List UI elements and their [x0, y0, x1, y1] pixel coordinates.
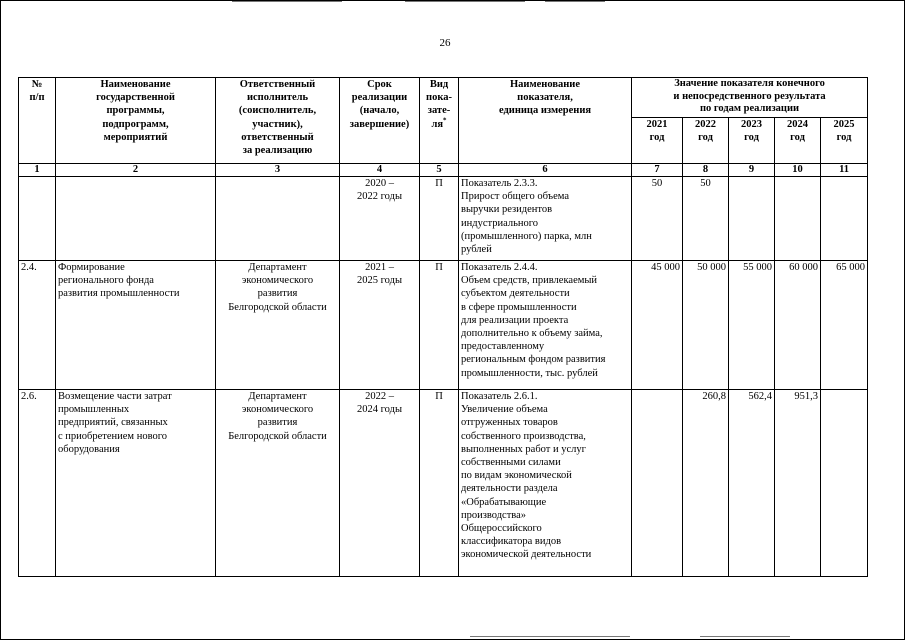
header-term-text: Срок реализации (начало, завершение) — [349, 79, 410, 130]
column-number: 11 — [821, 164, 868, 177]
implementation-term: 2021 – 2025 годы — [340, 261, 420, 390]
scan-mark-bottom-1 — [470, 636, 630, 637]
column-number: 5 — [420, 164, 459, 177]
row-number: 2.4. — [19, 261, 56, 390]
header-number-text: № п/п — [29, 79, 45, 104]
value-2023: 562,4 — [729, 390, 775, 577]
column-number: 10 — [775, 164, 821, 177]
table-row — [19, 390, 868, 577]
column-number: 7 — [632, 164, 683, 177]
column-number: 8 — [683, 164, 729, 177]
header-number — [19, 78, 56, 164]
responsible-executor: Департамент экономического развития Белгородской области — [216, 261, 340, 390]
table-row — [19, 261, 868, 390]
value-2024 — [775, 177, 821, 261]
header-program-name — [56, 78, 216, 164]
value-2023 — [729, 177, 775, 261]
column-number: 4 — [340, 164, 420, 177]
value-2025: 65 000 — [821, 261, 868, 390]
value-2023: 55 000 — [729, 261, 775, 390]
indicator-description: Показатель 2.6.1. Увеличение объема отгруженных товаров собственного производства, выполненных работ и услуг собственными силами по видам экономической деятельности раздела «Обрабатывающие производства» Общероссийского классификатора видов экономической деятельности — [459, 390, 632, 577]
header-year-2021 — [632, 118, 683, 164]
header-indicator-name — [459, 78, 632, 164]
header-year-text: 2022 год — [695, 119, 716, 144]
scan-mark-bottom-2 — [700, 636, 790, 637]
header-year-text: 2025 год — [833, 119, 855, 144]
event-name: Формирование регионального фонда развития промышленности — [56, 261, 216, 390]
column-number: 2 — [56, 164, 216, 177]
row-number — [19, 177, 56, 261]
implementation-term: 2022 – 2024 годы — [340, 390, 420, 577]
event-name — [56, 177, 216, 261]
column-number: 6 — [459, 164, 632, 177]
header-term — [340, 78, 420, 164]
value-2021: 50 — [632, 177, 683, 261]
indicator-description: Показатель 2.4.4. Объем средств, привлекаемый субъектом деятельности в сфере промышленности для реализации проекта дополнительно к объему займа, предоставленному региональным фондом развития промышленности, тыс. рублей — [459, 261, 632, 390]
indicator-type: П — [420, 390, 459, 577]
indicator-type: П — [420, 177, 459, 261]
table-row — [19, 177, 868, 261]
header-executor-text: Ответственный исполнитель (соисполнитель, участник), ответственный за реализацию — [238, 79, 317, 157]
column-number: 1 — [19, 164, 56, 177]
value-2022: 50 000 — [683, 261, 729, 390]
value-2022: 260,8 — [683, 390, 729, 577]
header-values-group — [632, 78, 868, 118]
value-2021 — [632, 390, 683, 577]
value-2025 — [821, 390, 868, 577]
scan-mark-top-2 — [405, 1, 525, 2]
header-year-2022 — [683, 118, 729, 164]
value-2022: 50 — [683, 177, 729, 261]
header-indicator-name-text: Наименование показателя, единица измерения — [498, 79, 592, 117]
header-year-2025 — [821, 118, 868, 164]
header-year-text: 2024 год — [787, 119, 808, 144]
program-table — [18, 77, 868, 577]
footnote-star: * — [443, 116, 447, 125]
page-number: 26 — [439, 37, 451, 49]
header-program-name-text: Наименование государственной программы, подпрограмм, мероприятий — [96, 79, 175, 143]
value-2024: 60 000 — [775, 261, 821, 390]
column-number: 9 — [729, 164, 775, 177]
responsible-executor — [216, 177, 340, 261]
column-number-row — [19, 164, 868, 177]
column-number: 3 — [216, 164, 340, 177]
header-year-text: 2021 год — [646, 119, 668, 144]
row-number: 2.6. — [19, 390, 56, 577]
header-executor — [216, 78, 340, 164]
scan-mark-top-3 — [545, 1, 605, 2]
header-year-2023 — [729, 118, 775, 164]
value-2024: 951,3 — [775, 390, 821, 577]
scan-mark-top-1 — [232, 1, 342, 2]
value-2021: 45 000 — [632, 261, 683, 390]
header-year-text: 2023 год — [741, 119, 762, 144]
header-indicator-type — [420, 78, 459, 164]
indicator-type: П — [420, 261, 459, 390]
indicator-description: Показатель 2.3.3. Прирост общего объема выручки резидентов индустриального (промышленного) парка, млн рублей — [459, 177, 632, 261]
header-values-group-text: Значение показателя конечного и непосредственного результата по годам реализации — [673, 78, 826, 114]
responsible-executor: Департамент экономического развития Белгородской области — [216, 390, 340, 577]
header-year-2024 — [775, 118, 821, 164]
event-name: Возмещение части затрат промышленных предприятий, связанных с приобретением нового оборудования — [56, 390, 216, 577]
implementation-term: 2020 – 2022 годы — [340, 177, 420, 261]
value-2025 — [821, 177, 868, 261]
header-indicator-type-text: Вид пока- зате- ля — [426, 79, 452, 130]
